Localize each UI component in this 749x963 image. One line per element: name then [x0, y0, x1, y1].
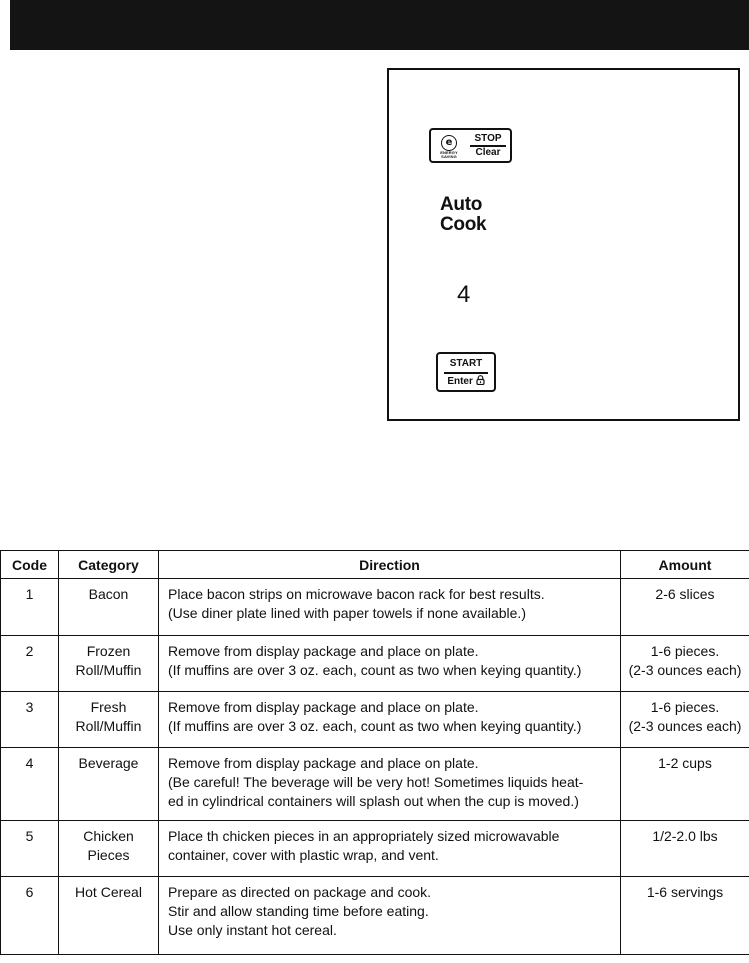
amount-cell: 1-6 pieces. (2-3 ounces each) — [621, 692, 749, 748]
code-cell: 2 — [1, 636, 59, 692]
category-cell: Fresh Roll/Muffin — [59, 692, 159, 748]
number-key[interactable]: 4 — [457, 281, 471, 308]
lock-icon — [476, 375, 485, 385]
auto-cook-table — [0, 550, 749, 955]
amount-cell: 1-6 pieces. (2-3 ounces each) — [621, 636, 749, 692]
start-enter-button[interactable] — [436, 352, 496, 392]
direction-cell: Place th chicken pieces in an appropriately sized microwavable container, cover with plastic wrap, and vent. — [159, 821, 621, 877]
auto-cook-button[interactable] — [440, 195, 486, 235]
table-row — [1, 692, 749, 748]
table-row — [1, 821, 749, 877]
code-cell: 6 — [1, 877, 59, 955]
amount-cell: 1-6 servings — [621, 877, 749, 955]
control-panel — [387, 68, 740, 421]
code-cell: 4 — [1, 748, 59, 821]
clear-label: Clear — [475, 147, 501, 158]
amount-cell: 1-2 cups — [621, 748, 749, 821]
code-cell: 3 — [1, 692, 59, 748]
stop-label: STOP — [474, 133, 502, 144]
category-cell: Chicken Pieces — [59, 821, 159, 877]
code-cell: 1 — [1, 579, 59, 636]
eco-symbol: e — [441, 135, 457, 151]
amount-cell: 1/2-2.0 lbs — [621, 821, 749, 877]
eco-label-line2: SAVING — [441, 154, 457, 159]
header-direction: Direction — [159, 551, 621, 579]
table-row — [1, 579, 749, 636]
direction-cell: Remove from display package and place on plate. (Be careful! The beverage will be very hot! Sometimes liquids heat- ed in cylindrical containers will splash out when the cup is moved.) — [159, 748, 621, 821]
auto-cook-line1: Auto — [440, 194, 483, 215]
table-row — [1, 877, 749, 955]
category-cell: Bacon — [59, 579, 159, 636]
table-row — [1, 748, 749, 821]
header-amount: Amount — [621, 551, 749, 579]
eco-label-line1: ENERGY — [440, 150, 458, 155]
direction-cell: Remove from display package and place on plate. (If muffins are over 3 oz. each, count as two when keying quantity.) — [159, 692, 621, 748]
direction-cell: Place bacon strips on microwave bacon rack for best results. (Use diner plate lined with paper towels if none available.) — [159, 579, 621, 636]
category-cell: Frozen Roll/Muffin — [59, 636, 159, 692]
enter-label: Enter — [447, 376, 473, 387]
energy-saving-icon — [434, 132, 464, 159]
auto-cook-line2: Cook — [440, 214, 487, 235]
amount-cell: 2-6 slices — [621, 579, 749, 636]
key-divider — [444, 372, 488, 374]
stop-clear-button[interactable] — [429, 128, 512, 163]
enter-label-row — [438, 375, 494, 388]
header-code: Code — [1, 551, 59, 579]
category-cell: Hot Cereal — [59, 877, 159, 955]
header-bar — [10, 0, 749, 50]
direction-cell: Remove from display package and place on plate. (If muffins are over 3 oz. each, count as two when keying quantity.) — [159, 636, 621, 692]
start-label: START — [449, 358, 483, 369]
table-header-row — [1, 551, 749, 579]
category-cell: Beverage — [59, 748, 159, 821]
header-category: Category — [59, 551, 159, 579]
table-row — [1, 636, 749, 692]
direction-cell: Prepare as directed on package and cook. Stir and allow standing time before eating. Use only instant hot cereal. — [159, 877, 621, 955]
code-cell: 5 — [1, 821, 59, 877]
